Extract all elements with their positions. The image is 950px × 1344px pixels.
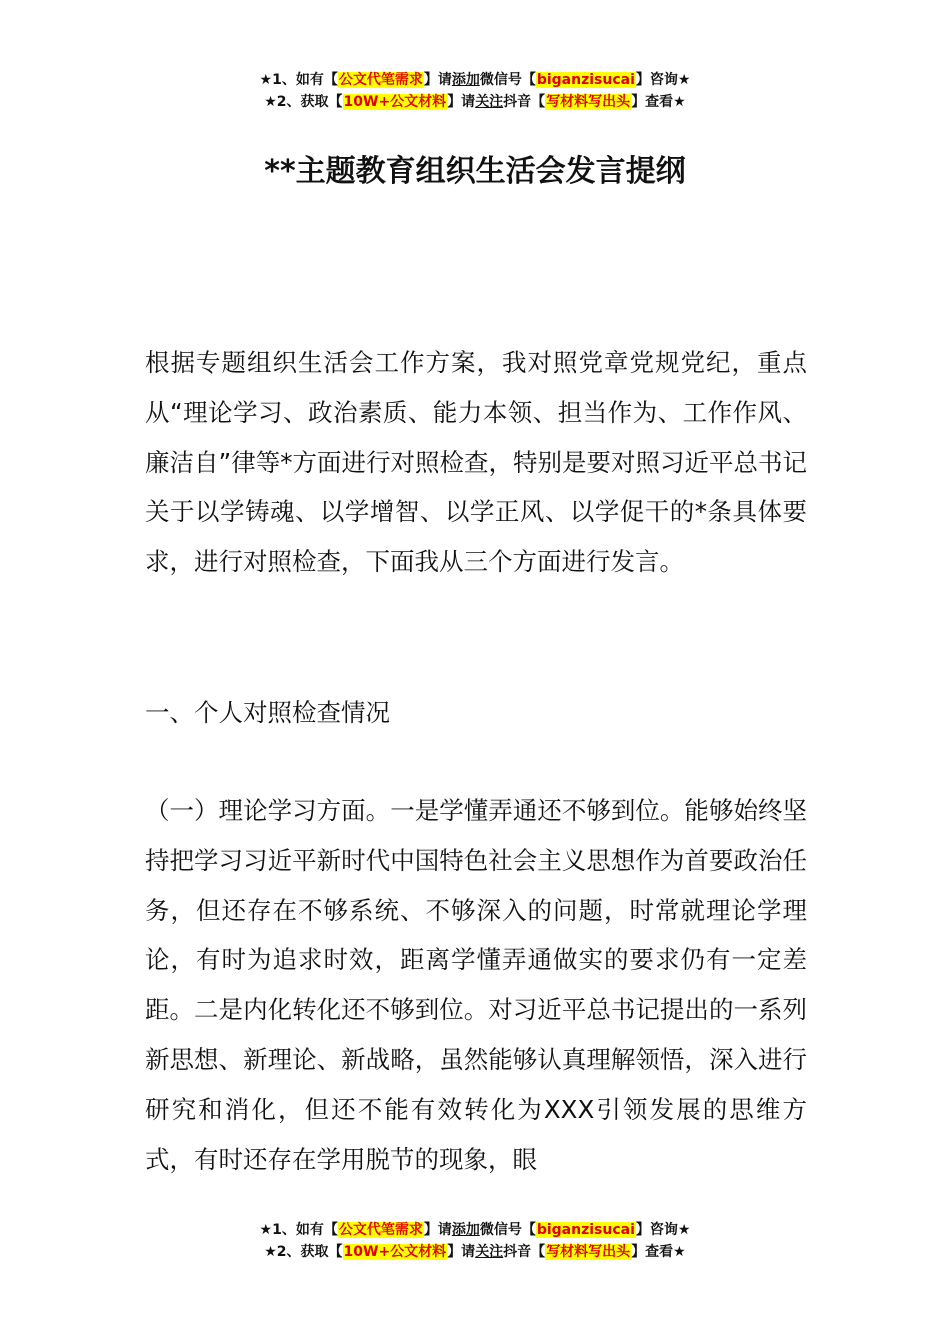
banner-underlined: 添加 [451,72,480,88]
banner-text: ★1、如有【 [259,72,338,88]
section-paragraph: （一）理论学习方面。一是学懂弄通还不够到位。能够始终坚持把学习习近平新时代中国特色社会主义思想作为首要政治任务，但还存在不够系统、不够深入的问题，时常就理论学理论，有时为追求时效，距离学懂弄通做实的要求仍有一定差距。二是内化转化还不够到位。对习近平总书记提出的一系列新思想、新理论、新战略，虽然能够认真理解领悟，深入进行研究和消化，但还不能有效转化为XXX引领发展的思维方式，有时还存在学用脱节的现象，眼 [145,796,807,1174]
banner-highlight: 10W+公文材料 [343,1244,447,1260]
document-title: **主题教育组织生活会发言提纲 [264,154,686,189]
banner-highlight-wechat-id: biganzisucai [536,72,635,88]
banner-text: ★2、获取【 [264,1244,343,1260]
banner-highlight: 10W+公文材料 [343,94,447,110]
banner-line-1 [0,69,950,91]
footer-banner [0,1219,950,1263]
banner-text: 微信号【 [479,1222,536,1238]
banner-text: 】请 [423,1222,452,1238]
banner-text: 】请 [447,94,476,110]
intro-paragraph: 根据专题组织生活会工作方案，我对照党章党规党纪，重点从“理论学习、政治素质、能力本领、担当作为、工作作风、廉洁自”律等*方面进行对照检查，特别是要对照习近平总书记关于以学铸魂、以学增智、以学正风、以学促干的*条具体要求，进行对照检查，下面我从三个方面进行发言。 [145,348,807,577]
banner-text: ★2、获取【 [264,94,343,110]
banner-line-2 [0,1241,950,1263]
banner-text: 抖音【 [503,1244,546,1260]
banner-underlined: 关注 [475,94,504,110]
banner-highlight-wechat-id: biganzisucai [536,1222,635,1238]
banner-highlight-douyin-id: 写材料写出头 [546,1244,631,1260]
banner-text: ★1、如有【 [259,1222,338,1238]
banner-text: 】查看★ [631,94,686,110]
banner-text: 】咨询★ [635,1222,691,1238]
banner-underlined: 添加 [451,1222,480,1238]
banner-highlight: 公文代笔需求 [338,1222,423,1238]
banner-highlight: 公文代笔需求 [338,72,423,88]
banner-text: 】请 [423,72,452,88]
section-heading: 一、个人对照检查情况 [145,698,390,727]
banner-text: 微信号【 [479,72,536,88]
banner-underlined: 关注 [475,1244,504,1260]
banner-text: 抖音【 [503,94,546,110]
banner-line-2 [0,91,950,113]
banner-line-1 [0,1219,950,1241]
banner-text: 】查看★ [631,1244,686,1260]
banner-text: 】请 [447,1244,476,1260]
header-banner [0,69,950,113]
banner-text: 】咨询★ [635,72,691,88]
banner-highlight-douyin-id: 写材料写出头 [546,94,631,110]
